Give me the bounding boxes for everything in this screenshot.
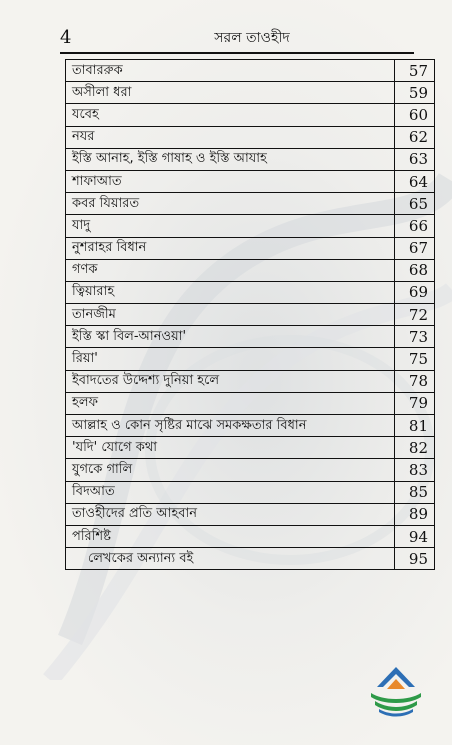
table-row	[66, 326, 435, 348]
table-row	[66, 481, 435, 503]
toc-entry-page: 63	[395, 148, 435, 170]
toc-entry-title: ইবাদতের উদ্দেশ্য দুনিয়া হলে	[66, 370, 395, 392]
page-header	[60, 28, 414, 50]
table-row	[66, 281, 435, 303]
table-row	[66, 415, 435, 437]
table-row	[66, 126, 435, 148]
toc-entry-title: তাওহীদের প্রতি আহবান	[66, 503, 395, 525]
toc-entry-page: 81	[395, 415, 435, 437]
toc-entry-page: 66	[395, 215, 435, 237]
toc-entry-page: 62	[395, 126, 435, 148]
table-row	[66, 459, 435, 481]
table-row	[66, 259, 435, 281]
toc-entry-title: ইস্তি স্কা বিল-আনওয়া'	[66, 326, 395, 348]
toc-entry-page: 69	[395, 281, 435, 303]
toc-entry-page: 83	[395, 459, 435, 481]
toc-entry-title: পরিশিষ্ট	[66, 525, 395, 547]
toc-entry-title: গণক	[66, 259, 395, 281]
toc-entry-page: 60	[395, 104, 435, 126]
table-row	[66, 370, 435, 392]
toc-entry-page: 94	[395, 525, 435, 547]
table-row	[66, 193, 435, 215]
toc-entry-title: বিদআত	[66, 481, 395, 503]
toc-entry-page: 85	[395, 481, 435, 503]
table-row	[66, 148, 435, 170]
toc-entry-title: কবর যিয়ারত	[66, 193, 395, 215]
toc-entry-page: 59	[395, 82, 435, 104]
table-row	[66, 392, 435, 414]
toc-entry-page: 65	[395, 193, 435, 215]
toc-entry-title: হলফ	[66, 392, 395, 414]
table-row	[66, 60, 435, 82]
table-row	[66, 437, 435, 459]
toc-entry-title: নুশরাহর বিধান	[66, 237, 395, 259]
table-row	[66, 525, 435, 547]
toc-entry-title: নযর	[66, 126, 395, 148]
toc-entry-page: 68	[395, 259, 435, 281]
toc-entry-page: 79	[395, 392, 435, 414]
toc-entry-page: 64	[395, 170, 435, 192]
table-row	[66, 503, 435, 525]
publisher-logo-icon	[365, 663, 427, 717]
toc-entry-title: তাবাররুক	[66, 60, 395, 82]
toc-entry-page: 75	[395, 348, 435, 370]
table-row	[66, 170, 435, 192]
toc-entry-page: 73	[395, 326, 435, 348]
table-row	[66, 237, 435, 259]
table-row	[66, 215, 435, 237]
toc-entry-page: 57	[395, 60, 435, 82]
table-row	[66, 348, 435, 370]
toc-entry-title: রিয়া'	[66, 348, 395, 370]
toc-entry-title: তানজীম	[66, 304, 395, 326]
table-row	[66, 304, 435, 326]
toc-entry-page: 89	[395, 503, 435, 525]
table-row	[66, 82, 435, 104]
page-number: 4	[60, 27, 72, 48]
toc-entry-title: যবেহ	[66, 104, 395, 126]
toc-entry-title: 'যদি' যোগে কথা	[66, 437, 395, 459]
toc-entry-title: লেখকের অন্যান্য বই	[66, 548, 395, 570]
toc-entry-page: 78	[395, 370, 435, 392]
toc-entry-title: ত্বিয়ারাহ	[66, 281, 395, 303]
toc-entry-page: 67	[395, 237, 435, 259]
toc-entry-title: শাফাআত	[66, 170, 395, 192]
header-rule	[60, 52, 414, 54]
toc-entry-page: 82	[395, 437, 435, 459]
table-row	[66, 548, 435, 570]
table-row	[66, 104, 435, 126]
toc-entry-page: 72	[395, 304, 435, 326]
toc-entry-page: 95	[395, 548, 435, 570]
running-title: সরল তাওহীদ	[214, 30, 290, 46]
toc-entry-title: অসীলা ধরা	[66, 82, 395, 104]
toc-entry-title: আল্লাহ ও কোন সৃষ্টির মাঝে সমকক্ষতার বিধান	[66, 415, 395, 437]
toc-entry-title: যুগকে গালি	[66, 459, 395, 481]
toc-entry-title: যাদু	[66, 215, 395, 237]
toc-entry-title: ইস্তি আনাহ, ইস্তি গাষাহ ও ইস্তি আযাহ	[66, 148, 395, 170]
table-of-contents	[65, 59, 435, 570]
